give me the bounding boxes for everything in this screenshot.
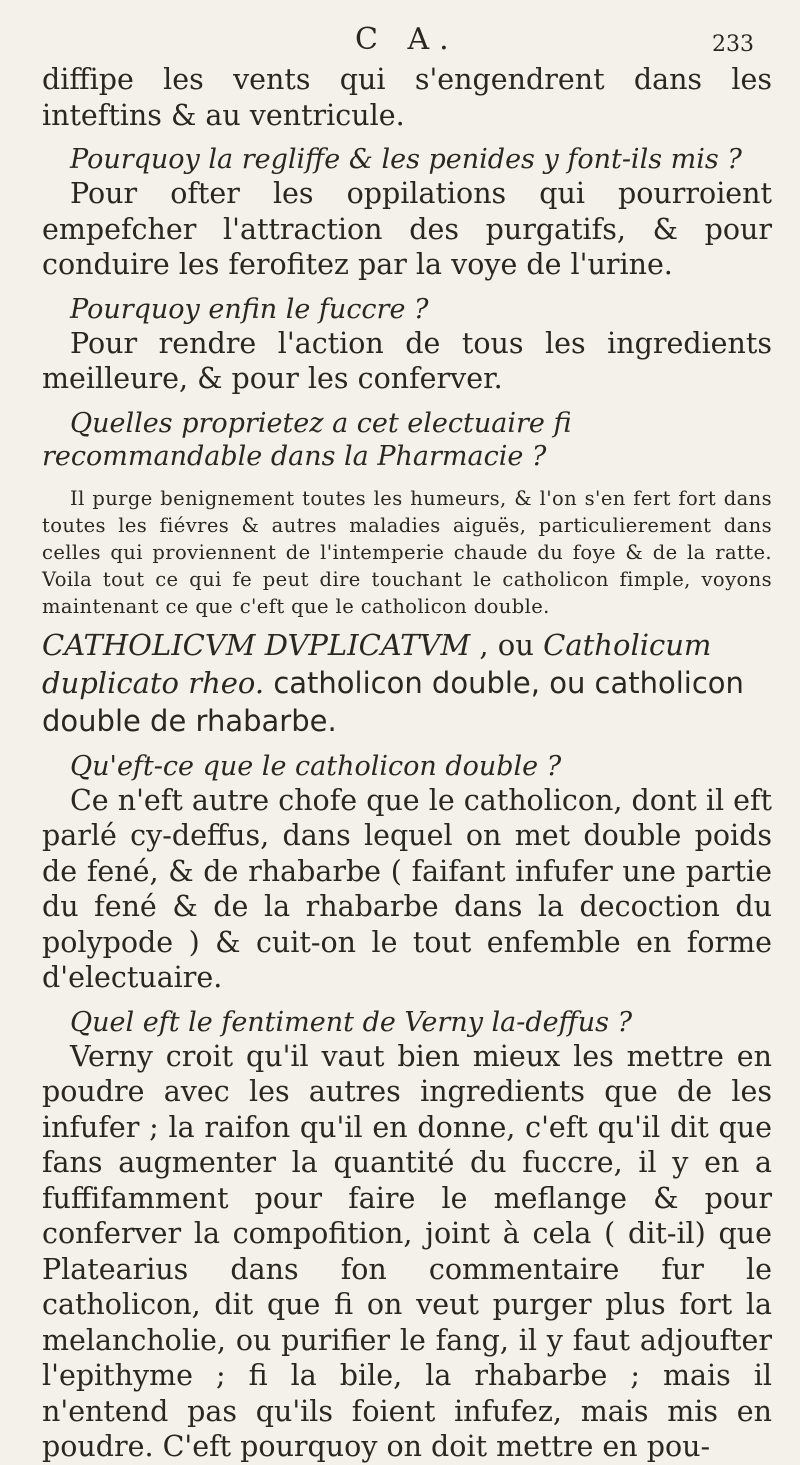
page-number: 233 — [712, 32, 754, 57]
section-heading-latin: Catholicum duplicato rheo. — [42, 627, 712, 700]
question: Qu'eft-ce que le catholicon double ? — [70, 750, 562, 782]
answer: Ce n'eft autre chofe que le catholicon, dont il eft parlé cy-deffus, dans lequel on met double poids de fené, & de rhabarbe ( faifant infufer une partie du fené & de la rhabarbe dans la decoction du polypode ) & cuit-on le tout enfemble en forme d'electuaire. — [42, 783, 772, 994]
question: Quelles proprietez a cet electuaire fi recommandable dans la Pharmacie ? — [42, 407, 572, 472]
section-heading-caps: CATHOLICVM DVPLICATVM — [42, 627, 471, 662]
question: Pourquoy enfin le fuccre ? — [70, 293, 429, 325]
answer-small-print: Il purge benignement toutes les humeurs, & l'on s'en fert fort dans toutes les fiévres & autres maladies aiguës, particulierement dans celles qui proviennent de l'intemperie chaude du foye & de la ratte. Voila tout ce qui fe peut dire touchant le catholicon fimple, voyons maintenant ce que c'eft que le catholicon double. — [42, 486, 772, 618]
section-heading-french: catholicon double, ou catholicon double de rhabarbe. — [42, 665, 744, 738]
page-header — [0, 22, 800, 62]
section-heading-or: , ou — [479, 627, 534, 662]
body-text — [42, 62, 772, 1465]
answer: Pour ofter les oppilations qui pourroient empefcher l'attraction des purgatifs, & pour conduire les ferofitez par la voye de l'urine. — [42, 177, 772, 281]
paragraph-continuation: diffipe les vents qui s'engendrent dans les inteftins & au ventricule. — [42, 63, 772, 132]
answer: Verny croit qu'il vaut bien mieux les mettre en poudre avec les autres ingredients que de les infufer ; la raifon qu'il en donne, c'eft qu'il dit que fans augmenter la quantité du fuccre, il y en a fuffifamment pour faire le meflange & pour conferver la compofition, joint à cela ( dit-il) que Platearius dans fon commentaire fur le catholicon, dit que fi on veut purger plus fort la melancholie, ou purifier le fang, il y faut adjoufter l'epithyme ; fi la bile, la rhabarbe ; mais il n'entend pas qu'ils foient infufez, mais mis en poudre. C'eft pourquoy on doit mettre en pou- — [42, 1039, 772, 1463]
section-heading — [42, 626, 772, 740]
question: Pourquoy la regliffe & les penides y font-ils mis ? — [70, 144, 742, 175]
running-head: C A. — [355, 22, 459, 57]
question: Quel eft le fentiment de Verny la-deffus ? — [70, 1006, 633, 1038]
answer: Pour rendre l'action de tous les ingredients meilleure, & pour les conferver. — [42, 326, 772, 395]
